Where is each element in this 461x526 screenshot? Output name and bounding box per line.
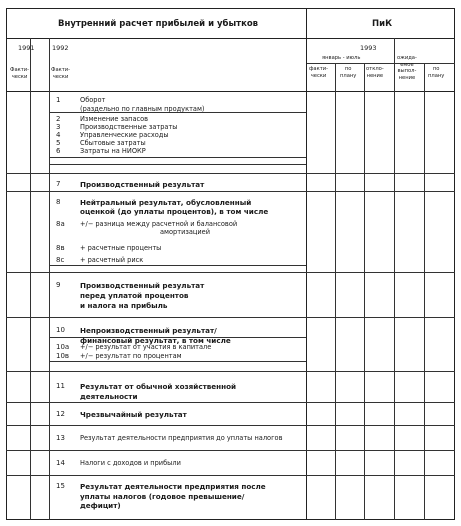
row-number: 8с <box>56 256 65 264</box>
row-number: 10в <box>56 352 70 360</box>
row-number: 8в <box>56 244 65 252</box>
row-rule <box>6 371 455 372</box>
row-label: оценкой (до уплаты процентов), в том числе <box>80 207 269 217</box>
sub-row-rule <box>49 164 306 165</box>
column-line-1991 <box>30 38 31 520</box>
row-number: 4 <box>56 131 61 139</box>
row-label: Налоги с доходов и прибыли <box>80 459 181 467</box>
row-label: +/− результат от участия в капитале <box>80 343 212 351</box>
row-label: + расчетные проценты <box>80 244 162 252</box>
plan-fact-title: ПиК <box>372 19 393 29</box>
row-number: 1 <box>56 96 61 104</box>
column-line-sub <box>424 63 425 520</box>
row-label: +/− разница между расчетной и балансовой <box>80 220 238 228</box>
year-1993: 1993 <box>360 44 377 52</box>
row-number: 14 <box>56 459 65 467</box>
row-label: Непроизводственный результат/ <box>80 326 217 335</box>
row-number: 12 <box>56 410 65 418</box>
row-label: Изменение запасов <box>80 115 149 123</box>
row-number: 13 <box>56 434 65 442</box>
row-label: Производственный результат <box>80 281 205 290</box>
row-rule <box>6 402 455 403</box>
column-line-sub <box>335 63 336 520</box>
pl-statement-form <box>6 8 455 520</box>
row-rule <box>6 425 455 426</box>
row-rule <box>6 173 455 174</box>
row-label: дефицит) <box>80 501 121 510</box>
row-label: Чрезвычайный результат <box>80 410 187 419</box>
subcolumn-label: по плану <box>340 66 357 79</box>
row-number: 3 <box>56 123 61 131</box>
row-number: 10 <box>56 326 65 334</box>
row-label: и налога на прибыль <box>80 301 168 310</box>
row-number: 10a <box>56 343 70 351</box>
row-label: Результат деятельности предприятия после <box>80 482 266 491</box>
column-line-expected <box>394 38 395 520</box>
row-label: перед уплатой процентов <box>80 291 189 300</box>
row-number: 8a <box>56 220 65 228</box>
row-label: (раздельно по главным продуктам) <box>80 104 205 113</box>
row-label: +/− результат по процентам <box>80 352 182 360</box>
row-number: 8 <box>56 198 61 206</box>
row-label: Нейтральный результат, обусловленный <box>80 198 252 207</box>
row-rule <box>6 475 455 476</box>
form-title: Внутренний расчет прибылей и убытков <box>58 19 259 29</box>
year-1991: 1991 <box>18 44 35 52</box>
row-rule <box>6 272 455 273</box>
header-bottom-rule <box>6 91 455 92</box>
row-rule <box>6 450 455 451</box>
subcolumn-label: ожида- емое выпол- нение <box>397 55 417 81</box>
row-label: амортизацией <box>160 228 211 237</box>
sub-row-rule <box>49 157 306 158</box>
row-rule <box>6 317 455 318</box>
row-label: + расчетный риск <box>80 256 144 264</box>
row-number: 7 <box>56 180 61 188</box>
row-number: 9 <box>56 281 61 289</box>
row-number: 6 <box>56 147 61 155</box>
period-label: январь - июль <box>322 55 361 61</box>
row-label: Производственные затраты <box>80 123 178 131</box>
fact-1991-label: Факти- чески <box>10 67 30 80</box>
row-label: Затраты на НИОКР <box>80 147 146 155</box>
row-label: Сбытовые затраты <box>80 139 146 147</box>
row-number: 2 <box>56 115 61 123</box>
year-1992: 1992 <box>52 44 69 52</box>
row-number: 15 <box>56 482 65 490</box>
row-number: 11 <box>56 382 65 390</box>
subcolumn-label: факти- чески <box>309 66 329 79</box>
row-label: Управленческие расходы <box>80 131 169 139</box>
row-label: деятельности <box>80 392 138 401</box>
row-label: Результат деятельности предприятия до уплаты налогов <box>80 434 283 442</box>
subcolumn-label: откло- нение <box>366 66 384 79</box>
sub-row-rule <box>49 361 306 362</box>
subcolumn-label: по плану <box>428 66 445 79</box>
column-line-sub <box>364 63 365 520</box>
fact-1992-label: Факти- чески <box>51 67 71 80</box>
row-label: финансовый результат, в том числе <box>80 336 231 345</box>
row-label: Результат от обычной хозяйственной <box>80 382 237 391</box>
subheader-rule <box>306 63 455 64</box>
column-line-1992 <box>49 38 50 520</box>
column-line-plan-fact <box>306 8 307 520</box>
row-rule <box>6 191 455 192</box>
sub-row-rule <box>49 265 306 266</box>
row-label: Производственный результат <box>80 180 205 189</box>
row-number: 5 <box>56 139 61 147</box>
header-rule <box>6 38 455 39</box>
row-label: уплаты налогов (годовое превышение/ <box>80 491 245 501</box>
row-label: Оборот <box>80 96 106 104</box>
